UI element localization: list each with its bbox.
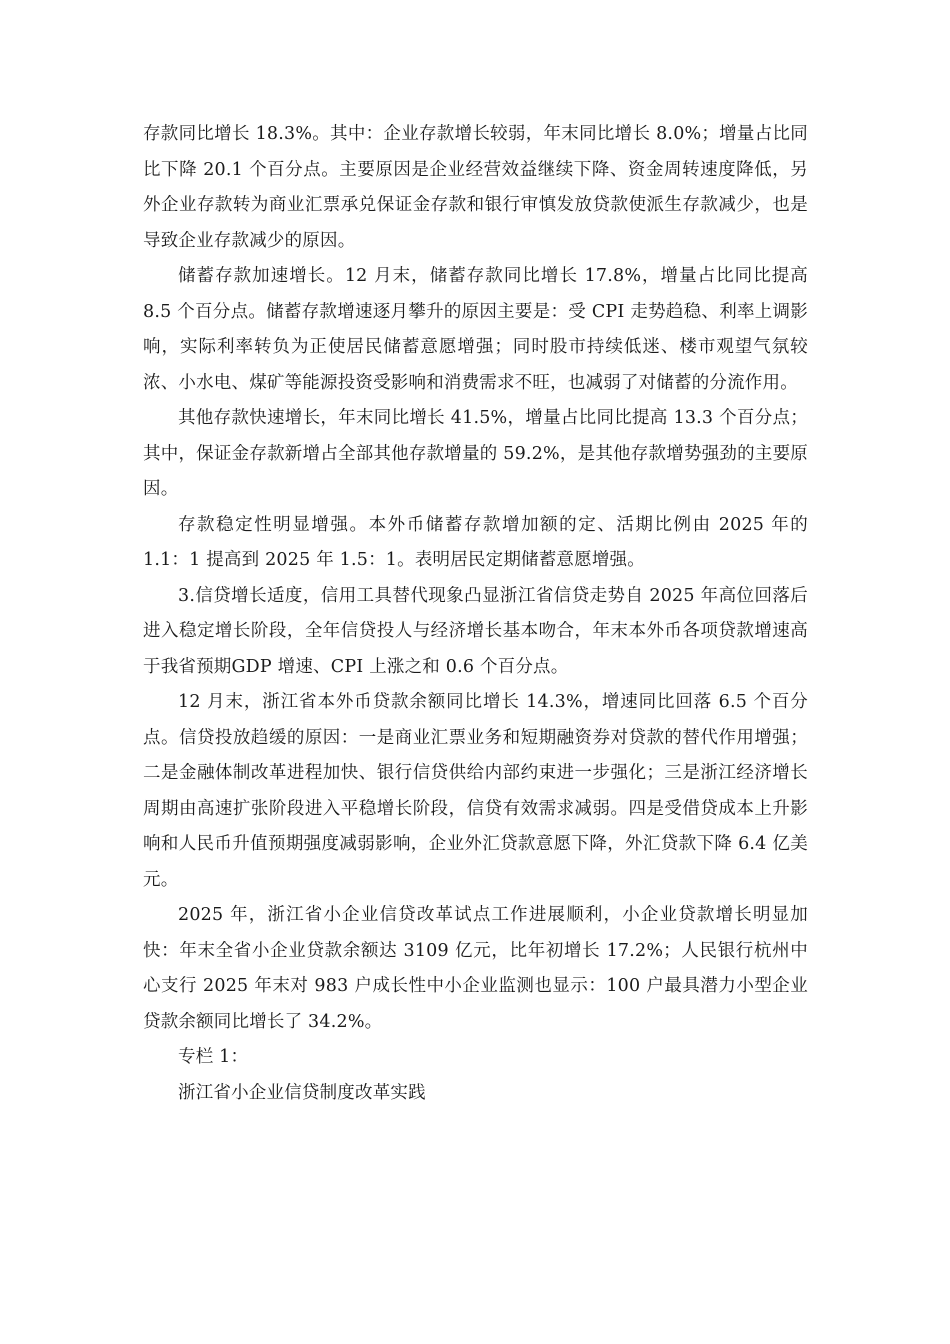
column-label: 专栏 1：: [178, 1047, 249, 1067]
paragraph-small-enterprise-loans: 2025 年，浙江省小企业信贷改革试点工作进展顺利，小企业贷款增长明显加快：年末全省小企业贷款余额达 3109 亿元，比年初增长 17.2%；人民银行杭州中心支行 2025 年末对 983 户成长性中小企业监测也显示：100 户最具潜力小型企业贷款余额同比增长了 34.2%。: [143, 905, 808, 1032]
paragraph-loan-balance: 12 月末，浙江省本外币贷款余额同比增长 14.3%，增速同比回落 6.5 个百分点。信贷投放趋缓的原因：一是商业汇票业务和短期融资券对贷款的替代作用增强；二是金融体制改革进程加快、银行信贷供给内部约束进一步强化；三是浙江经济增长周期由高速扩张阶段进入平稳增长阶段，信贷有效需求减弱。四是受借贷成本上升影响和人民币升值预期强度减弱影响，企业外汇贷款意愿下降，外汇贷款下降 6.4 亿美元。: [143, 692, 808, 890]
document-body: [143, 117, 808, 1111]
paragraph-credit-growth: 3.信贷增长适度，信用工具替代现象凸显浙江省信贷走势自 2025 年高位回落后进入稳定增长阶段，全年信贷投人与经济增长基本吻合，年末本外币各项贷款增速高于我省预期GDP 增速、CPI 上涨之和 0.6 个百分点。: [143, 585, 808, 677]
paragraph-other-deposits: 其他存款快速增长，年末同比增长 41.5%，增量占比同比提高 13.3 个百分点；其中，保证金存款新增占全部其他存款增量的 59.2%，是其他存款增势强劲的主要原因。: [143, 408, 808, 499]
column-title: 浙江省小企业信贷制度改革实践: [178, 1082, 426, 1103]
paragraph-savings-deposits: 储蓄存款加速增长。12 月末，储蓄存款同比增长 17.8%，增量占比同比提高 8.5 个百分点。储蓄存款增速逐月攀升的原因主要是：受 CPI 走势趋稳、利率上调影响，实际利率转负为正使居民储蓄意愿增强；同时股市持续低迷、楼市观望气氛较浓、小水电、煤矿等能源投资受影响和消费需求不旺，也减弱了对储蓄的分流作用。: [143, 266, 808, 393]
paragraph-deposit-stability: 存款稳定性明显增强。本外币储蓄存款增加额的定、活期比例由 2025 年的 1.1：1 提高到 2025 年 1.5：1。表明居民定期储蓄意愿增强。: [143, 514, 808, 570]
paragraph-enterprise-deposits: 存款同比增长 18.3%。其中：企业存款增长较弱，年末同比增长 8.0%；增量占比同比下降 20.1 个百分点。主要原因是企业经营效益继续下降、资金周转速度降低，另外企业存款转为商业汇票承兑保证金存款和银行审慎发放贷款使派生存款减少，也是导致企业存款减少的原因。: [143, 124, 808, 251]
